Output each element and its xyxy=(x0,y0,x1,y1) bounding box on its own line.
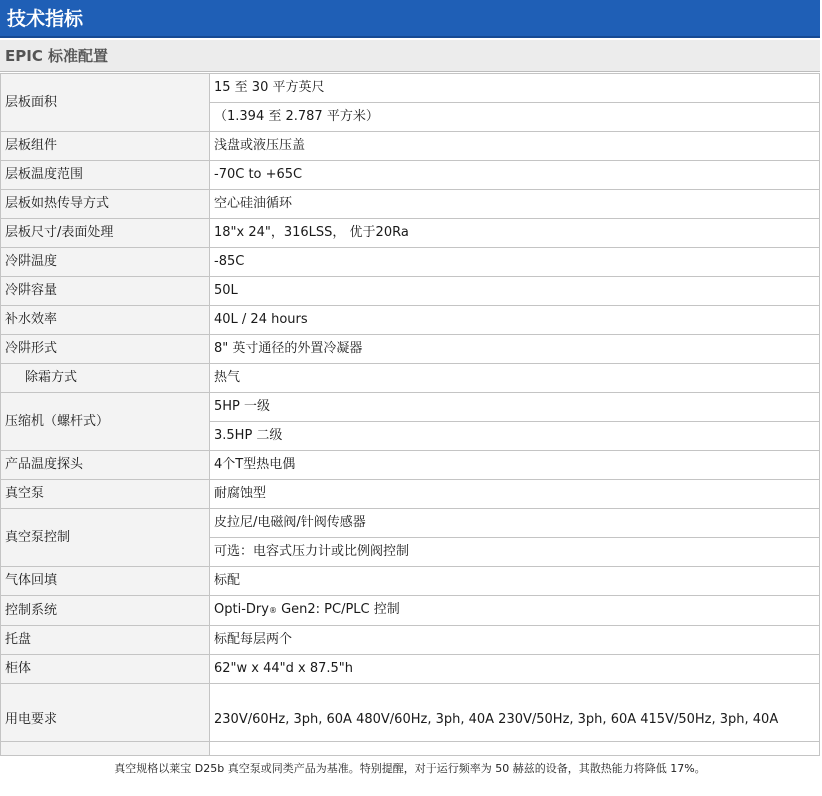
row-label: 压缩机（螺杆式） xyxy=(1,393,210,451)
row-value: 空心硅油循环 xyxy=(210,190,820,219)
row-value: 4个T型热电偶 xyxy=(210,451,820,480)
row-value: 18"x 24"，316LSS， 优于20Ra xyxy=(210,219,820,248)
row-label: 产品温度探头 xyxy=(1,451,210,480)
row-label: 气体回填 xyxy=(1,567,210,596)
row-value: 15 至 30 平方英尺 xyxy=(210,74,820,103)
footnote: 真空规格以莱宝 D25b 真空泵或同类产品为基准。特别提醒，对于运行频率为 50 赫兹的设备，其散热能力将降低 17%。 xyxy=(0,741,820,796)
row-value: 标配 xyxy=(210,567,820,596)
row-label: 冷阱温度 xyxy=(1,248,210,277)
row-label: 层板温度范围 xyxy=(1,161,210,190)
control-system-detail: Gen2: PC/PLC 控制 xyxy=(276,602,400,617)
page-title: 技术指标 xyxy=(0,0,820,38)
table-row xyxy=(1,277,820,306)
table-row xyxy=(1,451,820,480)
table-row xyxy=(1,335,820,364)
table-row xyxy=(1,567,820,596)
row-label: 层板如热传导方式 xyxy=(1,190,210,219)
row-value: 5HP 一级 xyxy=(210,393,820,422)
row-value: 40L / 24 hours xyxy=(210,306,820,335)
row-label: 用电要求 xyxy=(1,684,210,756)
row-label: 冷阱容量 xyxy=(1,277,210,306)
row-value: 62"w x 44"d x 87.5"h xyxy=(210,655,820,684)
row-label: 托盘 xyxy=(1,626,210,655)
registered-mark: ® xyxy=(268,606,277,615)
row-value xyxy=(210,596,820,626)
row-label: 补水效率 xyxy=(1,306,210,335)
row-label: 真空泵 xyxy=(1,480,210,509)
row-label: 控制系统 xyxy=(1,596,210,626)
row-value: 皮拉尼/电磁阀/针阀传感器 xyxy=(210,509,820,538)
table-row xyxy=(1,161,820,190)
row-value: （1.394 至 2.787 平方米） xyxy=(210,103,820,132)
table-row xyxy=(1,626,820,655)
row-value: 可选：电容式压力计或比例阀控制 xyxy=(210,538,820,567)
row-value: 热气 xyxy=(210,364,820,393)
control-system-name: Opti-Dry xyxy=(214,602,269,617)
table-row xyxy=(1,480,820,509)
row-label: 除霜方式 xyxy=(1,364,210,393)
row-label: 真空泵控制 xyxy=(1,509,210,567)
table-row xyxy=(1,655,820,684)
row-value: -85C xyxy=(210,248,820,277)
row-value: -70C to +65C xyxy=(210,161,820,190)
table-row xyxy=(1,509,820,538)
row-label: 柜体 xyxy=(1,655,210,684)
row-value: 230V/60Hz, 3ph, 60A 480V/60Hz, 3ph, 40A 230V/50Hz, 3ph, 60A 415V/50Hz, 3ph, 40A xyxy=(210,684,820,756)
table-row xyxy=(1,596,820,626)
table-row xyxy=(1,190,820,219)
table-row xyxy=(1,248,820,277)
row-value: 浅盘或液压压盖 xyxy=(210,132,820,161)
row-value: 50L xyxy=(210,277,820,306)
table-row xyxy=(1,306,820,335)
row-label: 层板尺寸/表面处理 xyxy=(1,219,210,248)
table-row xyxy=(1,74,820,103)
row-value: 标配每层两个 xyxy=(210,626,820,655)
table-row xyxy=(1,219,820,248)
row-value: 耐腐蚀型 xyxy=(210,480,820,509)
row-value: 3.5HP 二级 xyxy=(210,422,820,451)
spec-table xyxy=(0,73,820,756)
table-row xyxy=(1,364,820,393)
section-header: EPIC 标准配置 xyxy=(0,40,820,72)
row-label: 层板组件 xyxy=(1,132,210,161)
row-label: 冷阱形式 xyxy=(1,335,210,364)
table-row xyxy=(1,393,820,422)
table-row xyxy=(1,132,820,161)
row-label: 层板面积 xyxy=(1,74,210,132)
row-value: 8" 英寸通径的外置冷凝器 xyxy=(210,335,820,364)
